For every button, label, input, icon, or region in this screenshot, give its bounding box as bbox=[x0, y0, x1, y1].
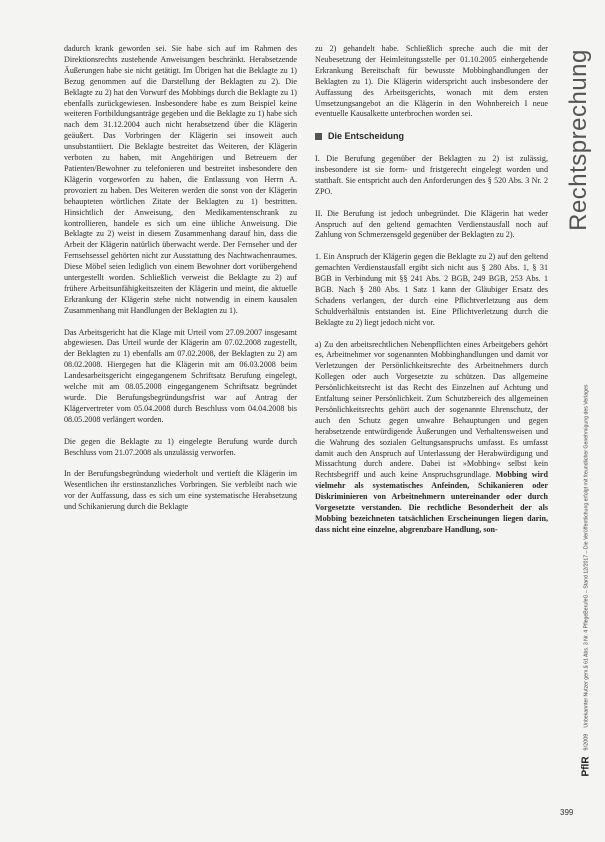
journal-logo: PflR bbox=[580, 755, 592, 776]
left-paragraph-1: dadurch krank geworden sei. Sie habe sich auf im Rahmen des Direktionsrechts zustehende Anweisungen beschränkt. Herabsetzende Äußerungen habe sie nicht getätigt. Im Übrigen hat die Beklagte zu 1) Bezug genommen auf die Darstellung der Beklagten zu 2). Die Beklagte zu 2) hat den Vorwurf des Mobbings durch die Beklagte zu 1) ebenfalls zurückgewiesen. Insbesondere habe es zum Beispiel keine weiteren Fortbildungsanträge gegeben und die Beklagte zu 1) habe sich nach dem 31.12.2004 auch nicht herabsetzend über die Klägerin geäußert. Das Vorbringen der Klägerin sei insoweit auch unsubstantiiert. Die Beklagte bestreitet das Weiteren, der Klägerin verboten zu haben, mit Angehörigen und Betreuern der Patienten/Bewohner zu telefonieren und bestreitet insbesondere den Klägerin vorgeworfen zu haben, die Entlassung von Herrn A. provoziert zu haben. Des Weiteren werden die sonst von der Klägerin behaupteten wörtlichen Zitate der Beklagten zu 1) bestritten. Hinsichtlich der Anweisung, den Medikamentenschrank zu kontrollieren, handele es sich um eine übliche Anweisung. Die Beklagte zu 2) weist in diesem Zusammenhang darauf hin, dass die Arbeit der Klägerin natürlich überwacht werde. Der Fernseher und der Fernsehsessel gehörten nicht zur Ausstattung des Nachtwachenraumes. Diese Möbel seien lediglich von einem Bewohner dort vorübergehend untergestellt worden. Schließlich verweist die Beklagte zu 2) auf frühere Arbeitsunfähigkeitszeiten der Klägerin und meint, die aktuelle Erkrankung der Klägerin stehe nicht notwendig in einem kausalen Zusammenhang mit Handlungen der Beklagten zu 1). bbox=[64, 44, 297, 315]
section-heading bbox=[315, 131, 548, 142]
side-note-text: Unbekannter Nutzer gem.§ 61 Abs. 3 Nr. 4 PflegeBerufeG – Stand 12/2017 – Die Veröffentlichung erfolgt mit freundlicher Genehmigung des Verlages bbox=[583, 384, 589, 728]
right-intro-paragraph: zu 2) gehandelt habe. Schließlich spreche auch die mit der Neubesetzung der Heimleitungsstelle per 01.10.2005 einhergehende Erkrankung Bereitschaft für bewusste Mobbinghandlungen der Beklagten zu 1). Die Klägerin widerspricht auch insbesondere der Auffassung des Arbeitsgerichts, wonach mit dem ersten Umsetzungsangebot an die Klägerin in den Wohnbereich I neue eventuelle Kausalkette unterbrochen worden sei. bbox=[315, 44, 548, 119]
issue-number: 9/2009 bbox=[583, 733, 589, 750]
page-number: 399 bbox=[560, 808, 574, 817]
left-paragraph-3: Die gegen die Beklagte zu 1) eingelegte Berufung wurde durch Beschluss vom 21.07.2008 als unzulässig verworfen. bbox=[64, 436, 297, 457]
right-paragraph-4-text: a) Zu den arbeitsrechtlichen Nebenpflichten eines Arbeitgebers gehört es, Arbeitnehmer vor sogenannten Mobbinghandlungen und damit vor Verletzungen der Persönlichkeitsrechte des Arbeitnehmers durch Kollegen oder auch Vorgesetzte zu schützen. Das allgemeine Persönlichkeitsrecht ist das Recht des Einzelnen auf Achtung und Entfaltung seiner Persönlichkeit. Zum Schutzbereich des allgemeinen Persönlichkeitsrechts gehört auch der sogenannte Ehrenschutz, der auch den Schutz gegen unwahre Behauptungen und gegen herabsetzende entwürdigende Äußerungen und Verhaltensweisen und die Wahrung des sozialen Geltungsanspruchs umfasst. Es umfasst damit auch den Anspruch auf Unterlassung der Herabwürdigung und Missachtung durch andere. Dabei ist »Mobbing« selbst kein Rechtsbegriff und auch keine Anspruchsgrundlage. bbox=[315, 339, 548, 480]
right-paragraph-2: II. Die Berufung ist jedoch unbegründet. Die Klägerin hat weder Anspruch auf den geltend gemachten Verdienstausfall noch auf Zahlung von Schmerzensgeld gegenüber der Beklagten zu 2). bbox=[315, 208, 548, 240]
square-bullet-icon bbox=[315, 133, 322, 140]
right-paragraph-1: I. Die Berufung gegenüber der Beklagten zu 2) ist zulässig, insbesondere ist sie form- und fristgerecht eingelegt worden und statthaft. Sie entspricht auch den Anforderungen des § 520 Abs. 3 Nr. 2 ZPO. bbox=[315, 154, 548, 196]
left-column bbox=[64, 44, 297, 513]
section-heading-text: Die Entscheidung bbox=[328, 131, 405, 142]
right-paragraph-4 bbox=[315, 340, 548, 536]
right-paragraph-3: 1. Ein Anspruch der Klägerin gegen die Beklagte zu 2) auf den geltend gemachten Verdienstausfall ergibt sich nicht aus § 280 Abs. 1, § 31 BGB in Verbindung mit §§ 241 Abs. 2 BGB, 249 BGB, 253 Abs. 1 BGB. Nach § 280 Abs. 1 Satz 1 kann der Gläubiger Ersatz des Schadens verlangen, der durch eine Pflichtverletzung aus dem Schuldverhältnis entstanden ist. Eine Pflichtverletzung durch die Beklagte zu 2) liegt jedoch nicht vor. bbox=[315, 252, 548, 327]
section-title-vertical bbox=[565, 40, 593, 240]
left-paragraph-4: In der Berufungsbegründung wiederholt und vertieft die Klägerin im Wesentlichen ihr erstinstanzliches Vorbringen. Sie verbleibt nach wie vor der Auffassung, dass es sich um eine systematische Herabsetzung und Schikanierung durch die Beklagte bbox=[64, 469, 297, 512]
right-column bbox=[315, 44, 548, 536]
side-note bbox=[579, 350, 593, 810]
section-title: Rechtsprechung bbox=[565, 49, 592, 231]
right-paragraph-4-bold: Mobbing wird vielmehr als systematisches Anfeinden, Schikanieren oder Diskriminieren von Arbeitnehmern untereinander oder durch Vorgesetzte verstanden. Die rechtliche Besonderheit der als Mobbing bezeichneten tatsächlichen Erscheinungen liegen darin, dass nicht eine einzelne, abgrenzbare Handlung, son- bbox=[315, 470, 548, 534]
left-paragraph-2: Das Arbeitsgericht hat die Klage mit Urteil vom 27.09.2007 insgesamt abgewiesen. Das Urteil wurde der Klägerin am 07.02.2008 zugestellt, der Beklagten zu 1) ebenfalls am 07.02.2008, der Beklagten zu 2) am 08.02.2008. Hiergegen hat die Klägerin mit am 06.03.2008 beim Landesarbeitsgericht eingegangenem Schriftsatz Berufung eingelegt, welche mit am 08.05.2008 eingegangenem Schriftsatz begründet wurde. Die Berufungsbegründungsfrist war auf Antrag der Klägervertreter vom 05.04.2008 durch Beschluss vom 04.04.2008 bis 08.05.2008 verlängert worden. bbox=[64, 327, 297, 424]
